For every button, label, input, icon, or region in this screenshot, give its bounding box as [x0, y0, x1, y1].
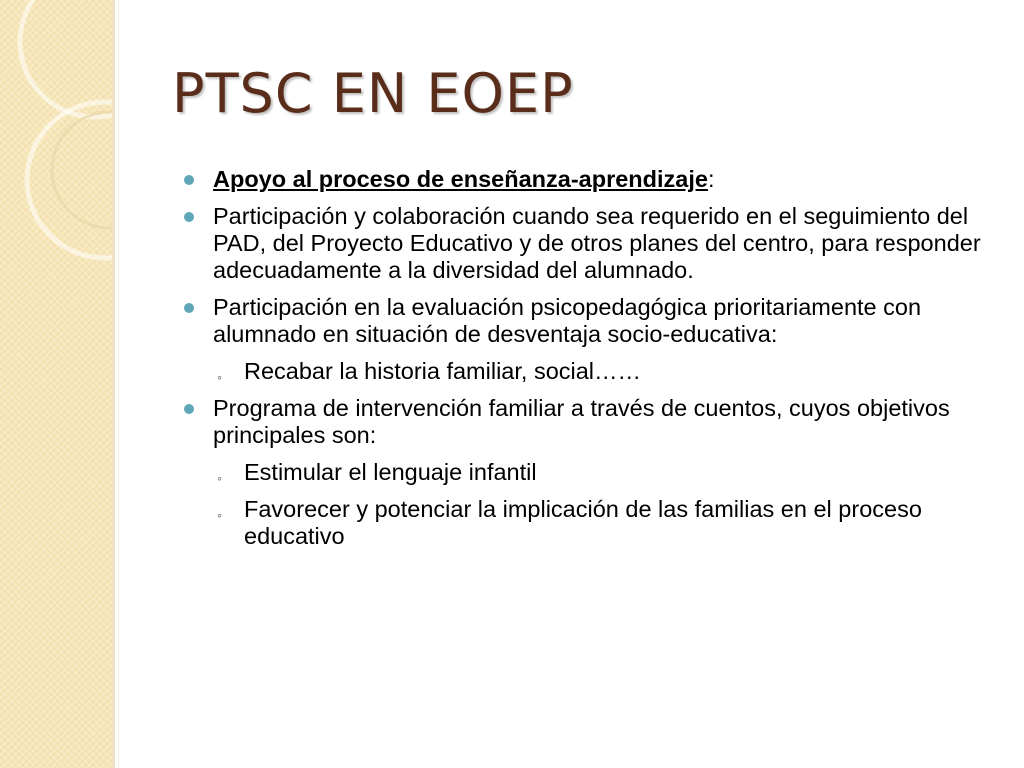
band-divider: [112, 0, 115, 768]
bullet-dot-icon: [184, 404, 194, 414]
sub-bullet-text: Favorecer y potenciar la implicación de las familias en el proceso educativo: [244, 496, 922, 549]
slide-title: PTSC EN EOEP: [172, 62, 574, 125]
sub-bullet-item: [213, 459, 1002, 486]
bullet-item-participation-collaboration: [182, 203, 1002, 284]
bullet-item-program: [182, 395, 1002, 550]
ring-bullet-icon: ◦: [217, 470, 222, 486]
decorative-rings: [0, 0, 112, 768]
band-divider-thin: [118, 0, 119, 768]
bullet-text: Participación en la evaluación psicopedagógica prioritariamente con alumnado en situación de desventaja socio-educativa:: [213, 294, 922, 347]
sub-bullet-list: [213, 358, 1002, 385]
bullet-list: [182, 166, 1002, 550]
bullet-dot-icon: [184, 303, 194, 313]
slide-content: [182, 166, 1002, 560]
sub-bullet-text: Recabar la historia familiar, social……: [244, 358, 642, 384]
bullet-text: Participación y colaboración cuando sea requerido en el seguimiento del PAD, del Proyecto Educativo y de otros planes del centro, para responder adecuadamente a la diversidad del alumnado.: [213, 203, 981, 283]
sub-bullet-item: [213, 358, 1002, 385]
sub-bullet-text: Estimular el lenguaje infantil: [244, 459, 537, 485]
support-heading-suffix: :: [707, 166, 715, 192]
sub-bullet-list: [213, 459, 1002, 550]
support-heading: Apoyo al proceso de enseñanza-aprendizaje: [213, 166, 708, 192]
bullet-text: Programa de intervención familiar a través de cuentos, cuyos objetivos principales son:: [213, 395, 950, 448]
bullet-dot-icon: [184, 212, 194, 222]
bullet-item-evaluation: [182, 294, 1002, 385]
ring-bullet-icon: ◦: [217, 369, 222, 385]
sub-bullet-item: [213, 496, 1002, 550]
bullet-item-support-heading: [182, 166, 1002, 193]
ring-bullet-icon: ◦: [217, 507, 222, 523]
bullet-dot-icon: [184, 175, 194, 185]
decorative-side-band: [0, 0, 112, 768]
